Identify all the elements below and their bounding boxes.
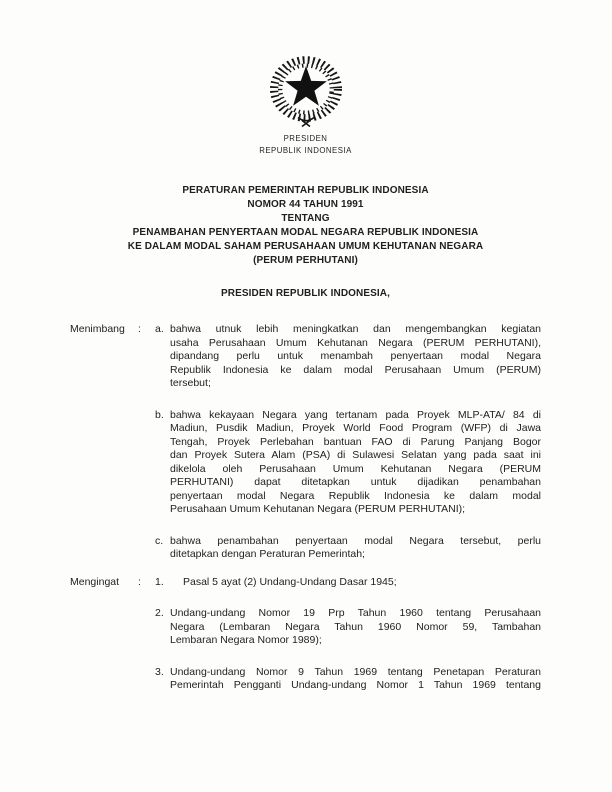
item-marker: 3. xyxy=(155,665,164,678)
title-line-subject-3: (PERUM PERHUTANI) xyxy=(253,255,358,266)
list-item-3 xyxy=(155,666,541,693)
item-marker: a. xyxy=(155,323,164,335)
item-paragraph: Pasal 5 ayat (2) Undang-Undang Dasar 1945; xyxy=(183,575,397,588)
section-colon: : xyxy=(138,575,141,588)
document-body xyxy=(70,323,541,693)
item-marker: b. xyxy=(155,408,164,421)
title-line-regulation: PERATURAN PEMERINTAH REPUBLIK INDONESIA xyxy=(182,185,429,196)
list-item-b xyxy=(155,409,541,517)
item-paragraph: bahwa utnuk lebih meningkatkan dan mengembangkan kegiatan usaha Perusahaan Umum Kehutanan Negara (PERUM PERHUTANI), dipandang perlu untuk menambah penyertaan modal Negara Republik Indonesia ke dalam modal Perusahaan Umum (PERUM) tersebut; xyxy=(170,323,541,389)
masthead-presiden: PRESIDEN xyxy=(283,134,328,143)
masthead-republik-indonesia: REPUBLIK INDONESIA xyxy=(259,146,352,155)
item-paragraph: bahwa penambahan penyertaan modal Negara tersebut, perlu ditetapkan dengan Peraturan Pemerintah; xyxy=(170,534,541,560)
section-colon: : xyxy=(138,323,141,335)
list-item-a xyxy=(155,323,541,391)
item-marker: 2. xyxy=(155,607,164,619)
list-item-1 xyxy=(155,576,541,590)
section-label-menimbang: Menimbang xyxy=(70,323,125,335)
section-mengingat xyxy=(70,576,541,693)
title-line-subject-1: PENAMBAHAN PENYERTAAN MODAL NEGARA REPUBLIK INDONESIA xyxy=(132,227,479,238)
item-paragraph: Undang-undang Nomor 19 Prp Tahun 1960 tentang Perusahaan Negara (Lembaran Negara Tahun 1960 Nomor 59, Tambahan Lembaran Negara Nomor 1989); xyxy=(170,607,541,646)
title-line-tentang: TENTANG xyxy=(281,213,330,224)
item-paragraph: Undang-undang Nomor 9 Tahun 1969 tentang Penetapan Peraturan Pemerintah Pengganti Undang-undang Nomor 1 Tahun 1969 tentang xyxy=(170,665,541,691)
section-label-mengingat: Mengingat xyxy=(70,575,120,588)
item-marker: 1. xyxy=(155,575,164,588)
list-item-2 xyxy=(155,607,541,648)
section-items xyxy=(155,323,541,562)
item-paragraph: bahwa kekayaan Negara yang tertanam pada Proyek MLP-ATA/ 84 di Madiun, Pusdik Madiun, Proyek World Food Program (WFP) di Jawa Tengah, Proyek Perlebahan bantuan FAO di Parung Panjang Bogor dan Proyek Sutera Alam (PSA) di Sulawesi Selatan yang pada saat ini dikelola oleh Perusahaan Umum Kehutanan Negara (PERUM PERHUTANI) dapat ditetapkan untuk dijadikan penambahan penyertaan modal Negara Republik Indonesia ke dalam modal Perusahaan Umum Kehutanan Negara (PERUM PERHUTANI); xyxy=(170,408,541,515)
masthead xyxy=(70,0,541,156)
section-menimbang xyxy=(70,323,541,562)
item-marker: c. xyxy=(155,534,164,547)
section-items xyxy=(155,576,541,693)
presidential-emblem-icon xyxy=(267,54,345,128)
document-title xyxy=(70,184,541,268)
list-item-c xyxy=(155,535,541,562)
salutation: PRESIDEN REPUBLIK INDONESIA, xyxy=(221,288,390,299)
title-line-subject-2: KE DALAM MODAL SAHAM PERUSAHAAN UMUM KEHUTANAN NEGARA xyxy=(127,241,484,252)
ribbon-knot-icon xyxy=(298,118,314,127)
title-line-number: NOMOR 44 TAHUN 1991 xyxy=(247,199,364,210)
